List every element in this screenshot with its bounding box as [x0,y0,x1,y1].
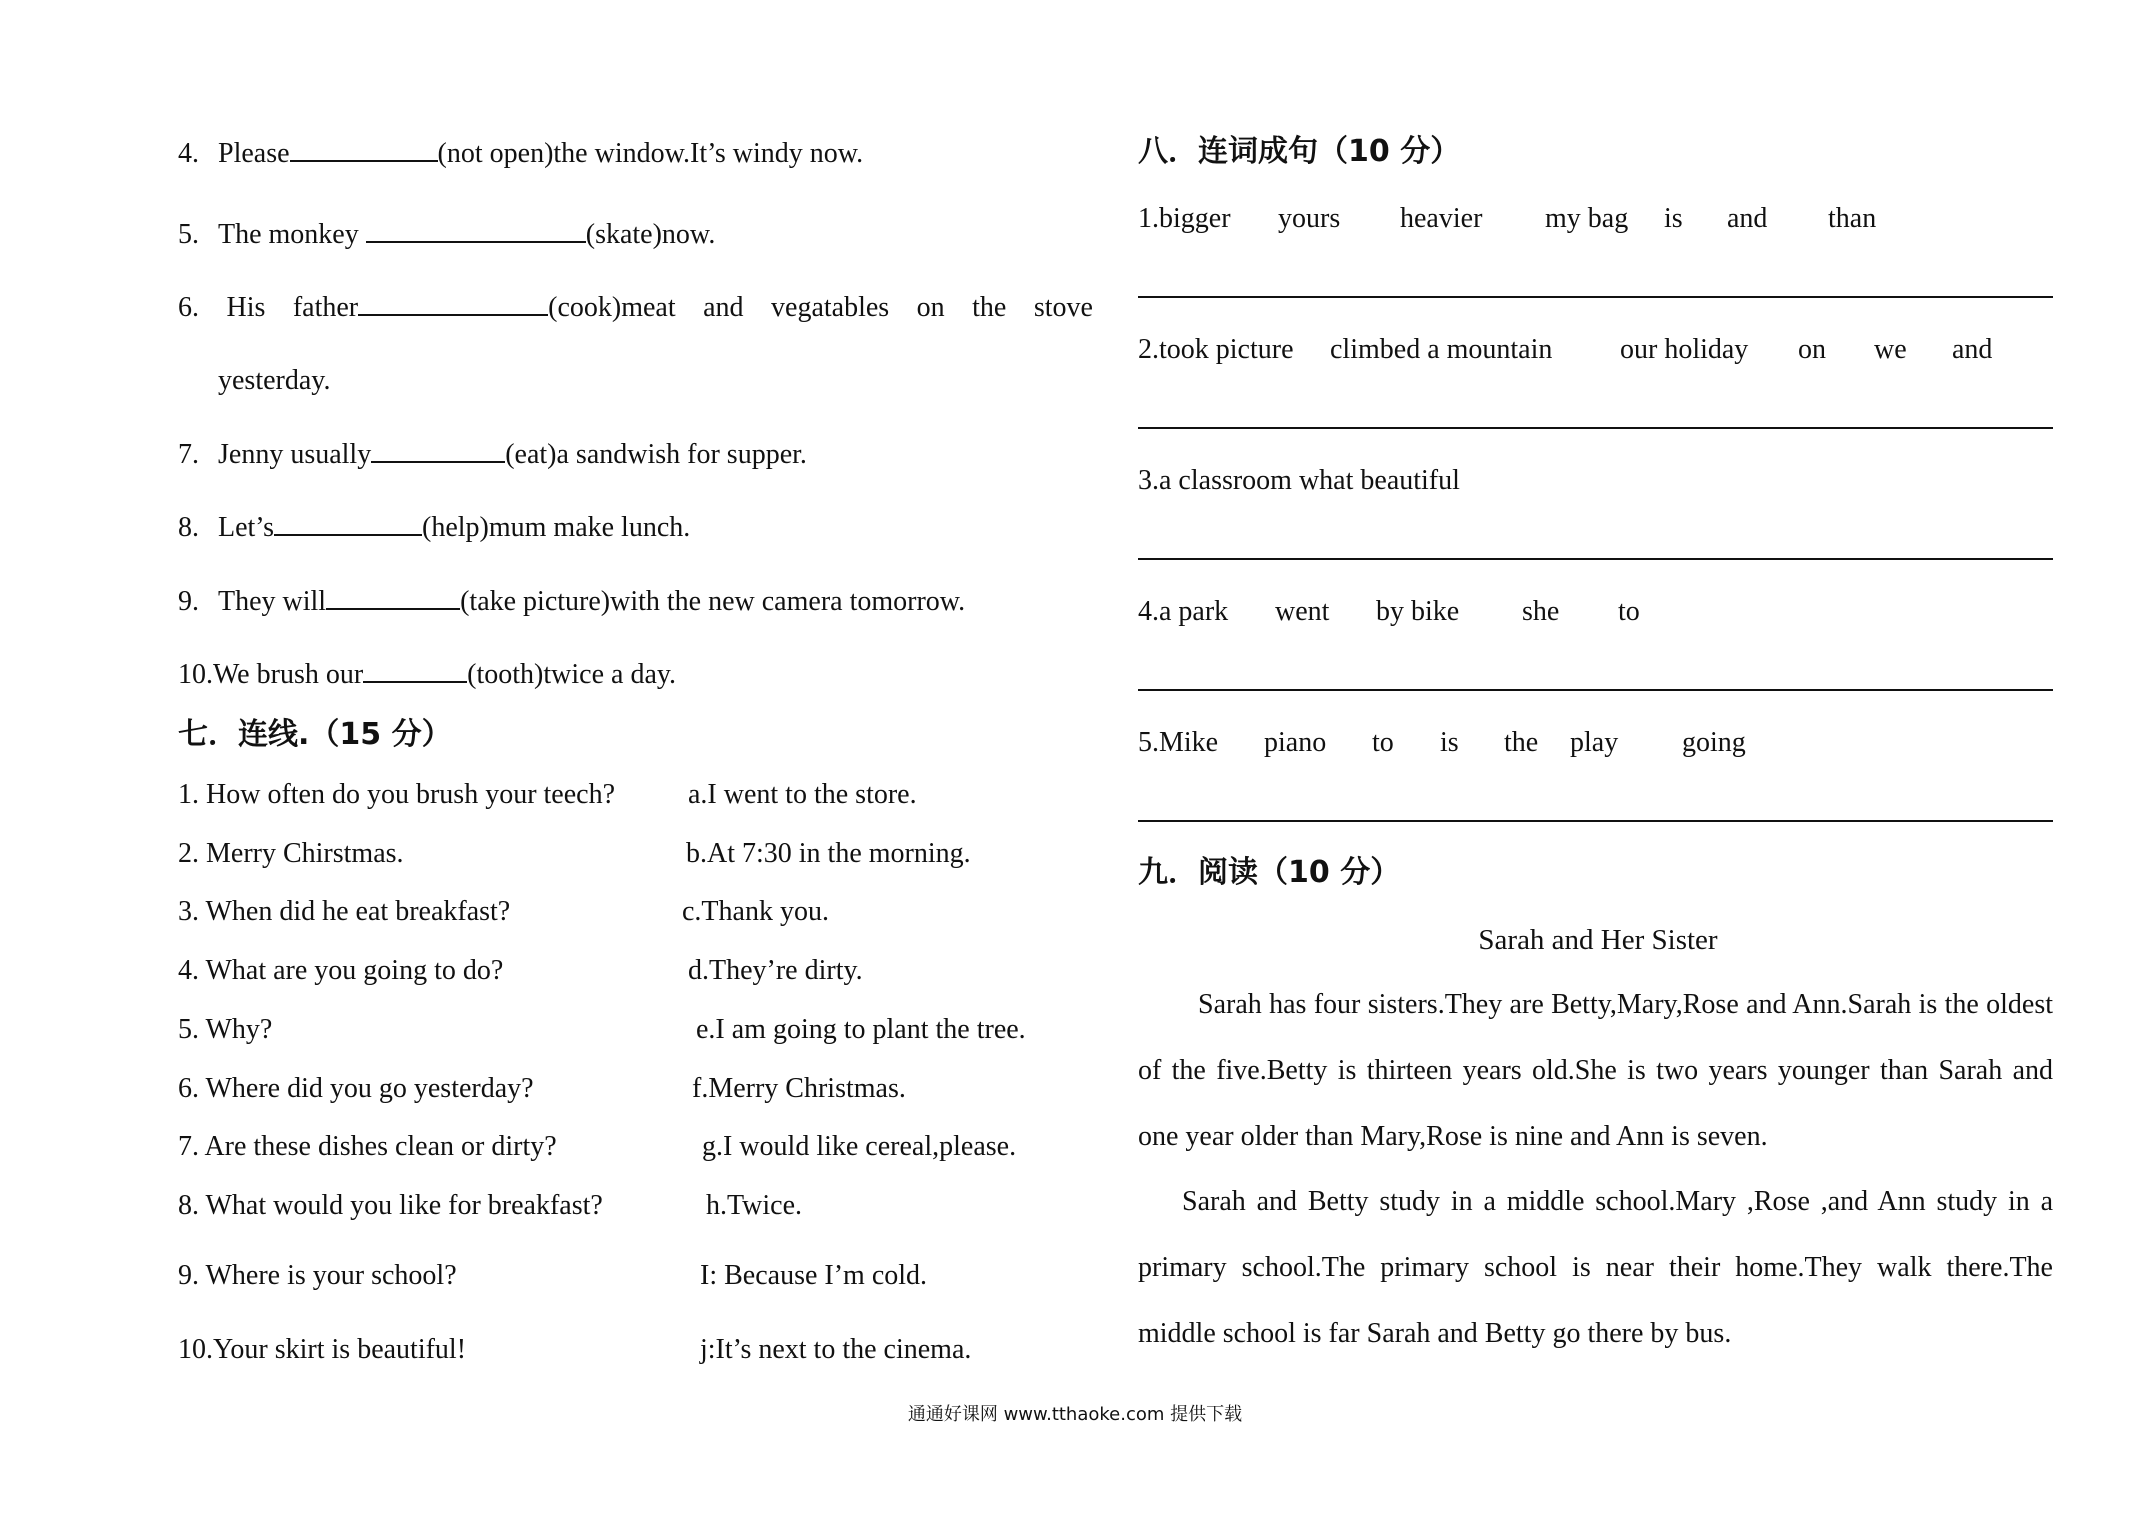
fill-item-6 [178,290,1093,326]
word-chip: to [1372,727,1394,758]
word-chip: than [1828,203,1877,234]
word-chip: the [1504,727,1539,758]
match-answer-i[interactable]: I: Because I’m cold. [700,1260,928,1291]
word-chip: climbed a mountain [1330,334,1553,365]
answer-blank[interactable] [371,437,505,463]
section-8-title: 八．连词成句（10 分） [1138,134,1461,169]
item-text: The monkey [218,219,366,250]
match-answer-c[interactable]: c.Thank you. [682,896,829,927]
item-word: father [292,292,359,323]
fill-item-6-line2: yesterday. [218,365,331,396]
word-chip: going [1682,727,1746,758]
word-chip: she [1522,596,1560,627]
word-chip: my bag [1545,203,1629,234]
word-chip: 5.Mike [1138,727,1219,758]
item-number: 7. [178,439,199,470]
answer-blank[interactable] [290,136,438,162]
word-chip: on [1798,334,1826,365]
match-question-10[interactable]: 10.Your skirt is beautiful! [178,1334,467,1365]
match-question-9[interactable]: 9. Where is your school? [178,1260,457,1291]
item-word: stove [1033,292,1093,323]
fill-item-7 [178,437,807,473]
fill-item-5 [178,217,715,253]
item-word: on [916,292,945,323]
item-word-with-blank [293,290,676,326]
word-order-item-1 [1138,201,2053,237]
match-question-1[interactable]: 1. How often do you brush your teech? [178,779,616,810]
item-text: (eat)a sandwish for supper. [505,439,807,470]
word-chip: we [1874,334,1907,365]
answer-blank[interactable] [358,290,548,316]
story-paragraph-1: Sarah has four sisters.They are Betty,Mary,Rose and Ann.Sarah is the oldest of the five.Betty is thirteen years old.She is two years younger than Sarah and one year older than Mary,Rose is nine and Ann is seven. [1138,989,2053,1152]
word-chip: 1.bigger [1138,203,1231,234]
match-question-7[interactable]: 7. Are these dishes clean or dirty? [178,1131,557,1162]
item-number: 5. [178,219,199,250]
word-chip: is [1440,727,1459,758]
match-question-6[interactable]: 6. Where did you go yesterday? [178,1073,534,1104]
answer-blank[interactable] [274,510,422,536]
match-answer-j[interactable]: j:It’s next to the cinema. [700,1334,972,1365]
match-question-8[interactable]: 8. What would you like for breakfast? [178,1190,603,1221]
match-answer-a[interactable]: a.I went to the store. [688,779,917,810]
story-title: Sarah and Her Sister [1478,924,1718,956]
item-word: vegatables [771,292,890,323]
match-answer-d[interactable]: d.They’re dirty. [688,955,863,986]
word-chip: by bike [1376,596,1460,627]
word-chip: and [1727,203,1768,234]
answer-blank[interactable] [363,657,467,683]
item-text: (tooth)twice a day. [467,659,677,690]
word-chip: went [1275,596,1330,627]
answer-blank[interactable] [366,217,586,243]
word-chip: is [1664,203,1683,234]
word-chip: our holiday [1620,334,1749,365]
answer-line-1[interactable] [1138,296,2053,298]
match-question-2[interactable]: 2. Merry Chirstmas. [178,838,404,869]
word-chip: to [1618,596,1640,627]
word-chip: 4.a park [1138,596,1229,627]
fill-item-8 [178,510,690,546]
item-text: We brush our [213,659,364,690]
answer-blank[interactable] [326,584,460,610]
section-7-title: 七．连线.（15 分） [178,717,452,752]
match-question-3[interactable]: 3. When did he eat breakfast? [178,896,511,927]
word-order-item-4 [1138,594,2053,630]
answer-line-3[interactable] [1138,558,2053,560]
item-number: 9. [178,586,199,617]
item-number: 4. [178,138,199,169]
item-text: (help)mum make lunch. [422,512,691,543]
match-answer-b[interactable]: b.At 7:30 in the morning. [686,838,971,869]
match-question-4[interactable]: 4. What are you going to do? [178,955,504,986]
item-text: (not open)the window.It’s windy now. [437,138,864,169]
word-chip: yours [1278,203,1341,234]
match-answer-g[interactable]: g.I would like cereal,please. [702,1131,1017,1162]
item-number: 10. [178,659,213,690]
item-text: Let’s [218,512,274,543]
word-chip: piano [1264,727,1327,758]
item-word: the [972,292,1007,323]
item-text: Please [218,138,290,169]
section-9-title: 九．阅读（10 分） [1138,855,1401,890]
item-number: 6. [178,292,199,323]
item-text: (take picture)with the new camera tomorrow. [460,586,966,617]
item-text: Jenny usually [218,439,372,470]
item-number: 8. [178,512,199,543]
word-chip: play [1570,727,1619,758]
page-footer: 通通好课网 www.tthaoke.com 提供下载 [907,1404,1243,1425]
word-chip: and [1952,334,1993,365]
fill-item-9 [178,584,965,620]
word-chip: heavier [1400,203,1483,234]
fill-item-4 [178,136,863,172]
item-text: They will [218,586,327,617]
item-word: His [226,292,266,323]
word-order-item-3: 3.a classroom what beautiful [1138,465,1460,496]
item-text: (skate)now. [585,219,716,250]
item-word: (cook)meat [548,292,676,323]
word-order-item-5 [1138,725,2053,761]
fill-item-10 [178,657,676,693]
match-answer-f[interactable]: f.Merry Christmas. [692,1073,906,1104]
item-word: and [703,292,744,323]
answer-line-4[interactable] [1138,689,2053,691]
answer-line-2[interactable] [1138,427,2053,429]
story-paragraph-2: Sarah and Betty study in a middle school.Mary ,Rose ,and Ann study in a primary school.The primary school is near their home.They walk there.The middle school is far Sarah and Betty go there by bus. [1138,1186,2053,1349]
match-answer-h[interactable]: h.Twice. [706,1190,803,1221]
word-chip: 2.took picture [1138,334,1294,365]
match-question-5[interactable]: 5. Why? [178,1014,273,1045]
answer-line-5[interactable] [1138,820,2053,822]
word-order-item-2 [1138,332,2053,368]
match-answer-e[interactable]: e.I am going to plant the tree. [696,1014,1026,1045]
